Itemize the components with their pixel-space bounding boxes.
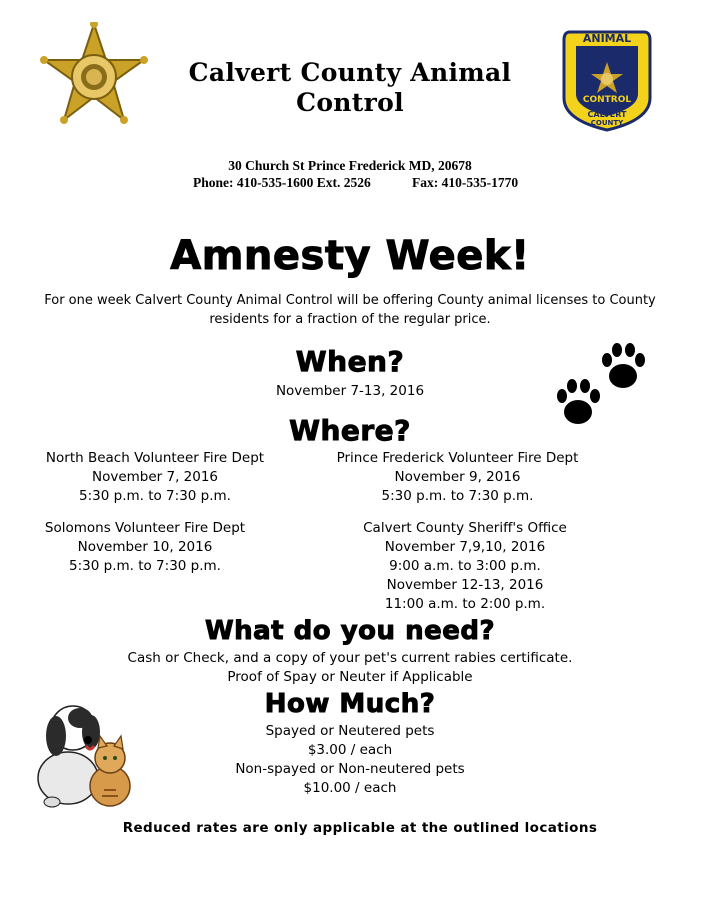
org-title-line-2: Control [296, 88, 404, 117]
patch-bottom-text-2: COUNTY [590, 119, 624, 127]
location-date: November 9, 2016 [394, 469, 521, 485]
location-time: 9:00 a.m. to 3:00 p.m. [389, 558, 541, 574]
paw-print-icon [553, 376, 603, 428]
how-much-heading: How Much? [264, 689, 436, 719]
patch-mid-text: CONTROL [582, 95, 632, 105]
location-time: 5:30 p.m. to 7:30 p.m. [69, 558, 221, 574]
need-line-2: Proof of Spay or Neuter if Applicable [227, 669, 473, 685]
paw-print-icon [598, 340, 648, 392]
location-prince-frederick [315, 449, 600, 506]
when-heading: When? [295, 345, 405, 378]
dog-and-cat-illustration [28, 698, 136, 810]
headline: Amnesty Week! [170, 233, 530, 279]
price-block [200, 722, 500, 798]
org-title-line-1: Calvert County Animal [188, 58, 512, 87]
location-name: Prince Frederick Volunteer Fire Dept [336, 450, 579, 466]
patch-top-text: ANIMAL [582, 32, 632, 45]
intro-line-1: For one week Calvert County Animal Control will be offering County animal licenses to County [44, 293, 656, 308]
price-line-3: Non-spayed or Non-neutered pets [235, 761, 465, 777]
location-date: November 10, 2016 [77, 539, 213, 555]
location-name: North Beach Volunteer Fire Dept [45, 450, 265, 466]
sheriff-badge-logo [40, 22, 148, 130]
need-line-1: Cash or Check, and a copy of your pet's current rabies certificate. [127, 650, 573, 666]
when-dates: November 7-13, 2016 [275, 383, 425, 399]
location-time: 5:30 p.m. to 7:30 p.m. [381, 488, 534, 504]
location-date-2: November 12-13, 2016 [386, 577, 544, 593]
fax: Fax: 410-535-1770 [412, 175, 519, 190]
location-name: Calvert County Sheriff's Office [363, 520, 567, 536]
location-sheriffs-office [330, 519, 600, 614]
price-line-4: $10.00 / each [303, 780, 397, 796]
price-line-2: $3.00 / each [307, 742, 393, 758]
price-line-1: Spayed or Neutered pets [265, 723, 435, 739]
location-north-beach [20, 449, 290, 506]
animal-control-patch-logo [562, 28, 652, 132]
location-date: November 7, 2016 [91, 469, 219, 485]
patch-bottom-text-1: CALVERT [587, 110, 627, 119]
location-time: 5:30 p.m. to 7:30 p.m. [79, 488, 231, 504]
phone: Phone: 410-535-1600 Ext. 2526 [193, 175, 371, 190]
footer-note: Reduced rates are only applicable at the outlined locations [122, 820, 598, 836]
address: 30 Church St Prince Frederick MD, 20678 [228, 158, 472, 173]
need-heading: What do you need? [204, 616, 496, 646]
location-name: Solomons Volunteer Fire Dept [44, 520, 246, 536]
location-solomons [10, 519, 280, 576]
location-date: November 7,9,10, 2016 [384, 539, 546, 555]
location-time-2: 11:00 a.m. to 2:00 p.m. [384, 596, 546, 612]
where-heading: Where? [289, 414, 411, 447]
intro-line-2: residents for a fraction of the regular price. [209, 312, 491, 327]
